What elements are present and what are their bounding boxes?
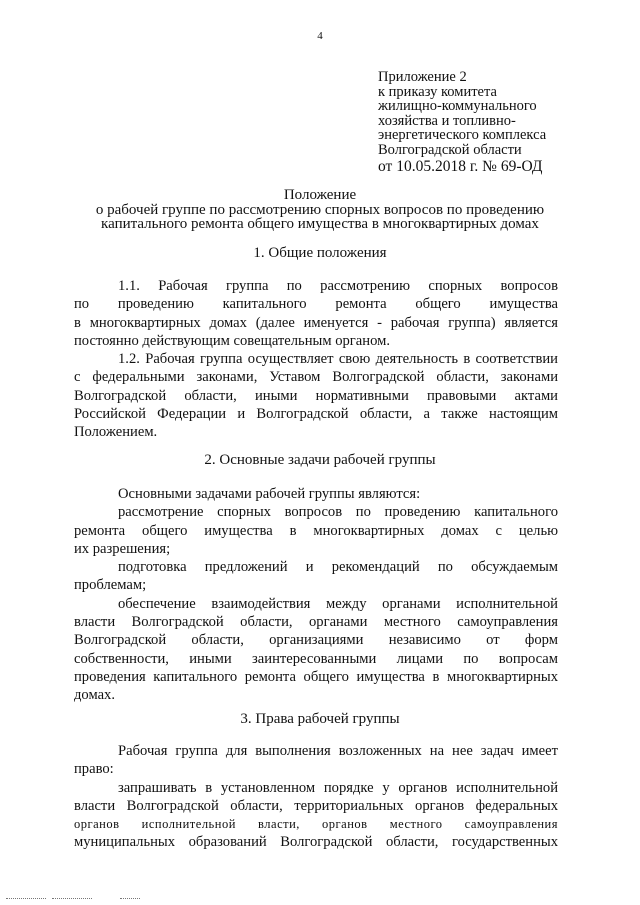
text-line: право: — [74, 761, 114, 778]
text-line: Волгоградской области, организациями независимо от форм — [74, 632, 558, 649]
text-line: постоянно действующим совещательным органом. — [74, 332, 390, 349]
text-line: проведения капитального ремонта общего имущества в многоквартирных — [74, 668, 558, 685]
text-line: органов исполнительной власти, органов местного самоуправления — [74, 817, 558, 832]
scan-mark — [6, 898, 46, 900]
text-line: 1.2. Рабочая группа осуществляет свою деятельность в соответствии — [118, 351, 558, 368]
task-item-1 — [74, 503, 558, 558]
title-line: Положение — [283, 187, 357, 203]
text-line: обеспечение взаимодействия между органами исполнительной — [118, 595, 558, 612]
text-line: власти Волгоградской области, территориальных органов федеральных — [74, 797, 558, 814]
appendix-line: энергетического комплекса — [378, 127, 547, 144]
title-line: капитального ремонта общего имущества в многоквартирных домах — [101, 216, 539, 232]
page-number: 4 — [317, 30, 323, 42]
text-line: с федеральными законами, Уставом Волгоградской области, законами — [74, 369, 558, 386]
section-2-body — [74, 485, 558, 705]
task-item-3 — [74, 595, 558, 705]
text-line: Волгоградской области, иными нормативными правовыми актами — [74, 387, 558, 404]
text-line: подготовка предложений и рекомендаций по обсуждаемым — [118, 559, 558, 576]
section-1-body — [74, 277, 558, 442]
text-line: домах. — [74, 687, 116, 704]
text-line: ремонта общего имущества в многоквартирных домах с целью — [74, 522, 558, 539]
text-line: Российской Федерации и Волгоградской области, а также настоящим — [74, 406, 558, 423]
appendix-line: Волгоградской области — [378, 141, 522, 158]
scan-footer-marks — [0, 896, 640, 902]
rights-intro — [74, 742, 558, 779]
paragraph-1-1 — [74, 277, 558, 350]
appendix-line: к приказу комитета — [378, 83, 497, 100]
right-item-1 — [74, 779, 558, 852]
document-title — [0, 188, 640, 232]
text-line: их разрешения; — [74, 540, 171, 557]
text-line: собственности, иными заинтересованными лицами по вопросам — [74, 650, 558, 667]
section-1-heading: 1. Общие положения — [253, 245, 387, 261]
text-line: Положением. — [74, 424, 158, 441]
section-2-heading: 2. Основные задачи рабочей группы — [204, 452, 436, 468]
text-line: Рабочая группа для выполнения возложенных на нее задач имеет — [118, 743, 558, 759]
paragraph-1-2 — [74, 350, 558, 441]
title-line: о рабочей группе по рассмотрению спорных вопросов по проведению — [95, 201, 545, 218]
appendix-line: хозяйства и топливно- — [378, 112, 516, 129]
text-line: власти Волгоградской области, органами местного самоуправления — [74, 614, 558, 631]
text-line: проблемам; — [74, 577, 147, 594]
section-3-heading: 3. Права рабочей группы — [240, 711, 400, 727]
text-line: рассмотрение спорных вопросов по проведению капитального — [118, 504, 558, 521]
text-line: по проведению капитального ремонта общего имущества — [74, 296, 558, 313]
appendix-block — [378, 70, 546, 175]
appendix-line: Приложение 2 — [378, 69, 467, 85]
appendix-date-line: от 10.05.2018 г. № 69-ОД — [378, 157, 543, 175]
text-line: в многоквартирных домах (далее именуется - рабочая группа) является — [74, 314, 558, 331]
text-line: запрашивать в установленном порядке у органов исполнительной — [118, 779, 558, 796]
task-item-2 — [74, 558, 558, 595]
text-line: Основными задачами рабочей группы являются: — [118, 486, 421, 502]
scan-mark — [52, 898, 92, 900]
scan-mark — [120, 898, 140, 900]
section-3-body — [74, 742, 558, 852]
text-line: муниципальных образований Волгоградской области, государственных — [74, 834, 558, 851]
appendix-line: жилищно-коммунального — [378, 98, 537, 115]
text-line: 1.1. Рабочая группа по рассмотрению спорных вопросов — [118, 278, 558, 294]
